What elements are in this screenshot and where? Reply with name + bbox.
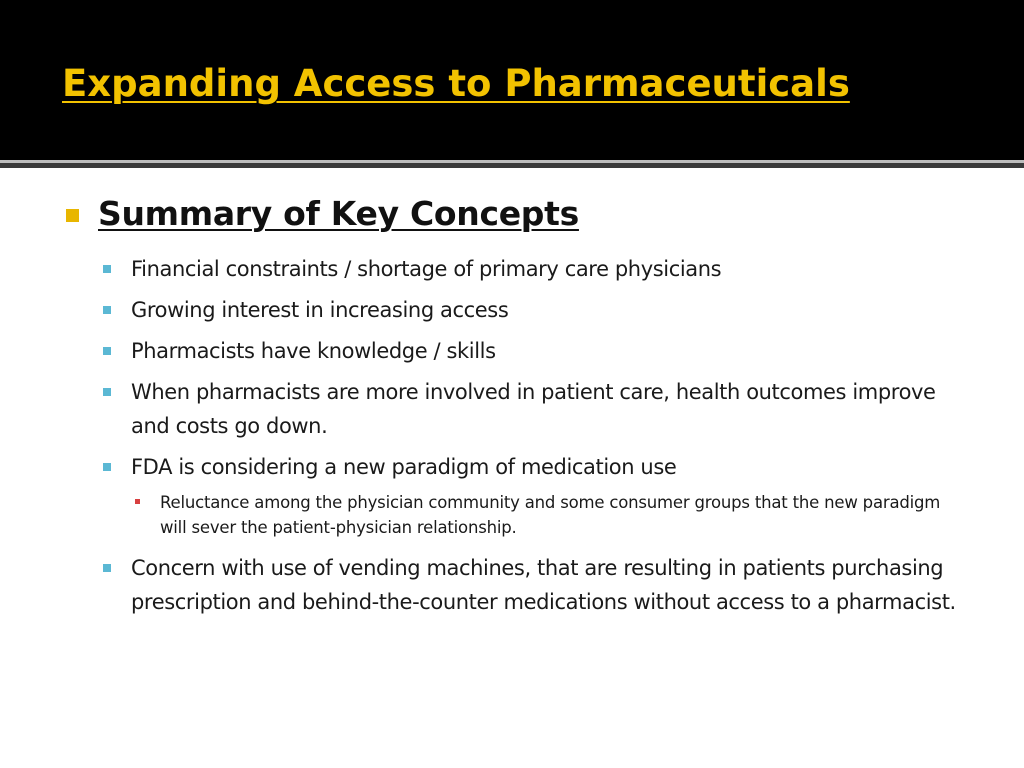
level3-bullet-icon	[135, 499, 140, 504]
level2-bullet-icon	[103, 388, 111, 396]
level2-bullet-icon	[103, 265, 111, 273]
bullet-point: Growing interest in increasing access	[131, 298, 509, 322]
bullet-point: Concern with use of vending machines, that are resulting in patients purchasing prescription and behind-the-counter medications without access to a pharmacist.	[131, 556, 956, 614]
level2-bullet-icon	[103, 463, 111, 471]
bullet-point: Pharmacists have knowledge / skills	[131, 339, 496, 363]
section-heading: Summary of Key Concepts	[98, 194, 579, 233]
sub-bullet-point: Reluctance among the physician community and some consumer groups that the new paradigm will sever the patient-physician relationship.	[160, 493, 941, 537]
level2-bullet-icon	[103, 564, 111, 572]
level2-bullet-icon	[103, 347, 111, 355]
slide-title: Expanding Access to Pharmaceuticals	[62, 62, 850, 105]
level1-bullet-icon	[66, 209, 79, 222]
bullet-point: When pharmacists are more involved in patient care, health outcomes improve and costs go down.	[131, 380, 936, 438]
level2-bullet-icon	[103, 306, 111, 314]
bullet-point: FDA is considering a new paradigm of medication use	[131, 455, 677, 479]
bullet-point: Financial constraints / shortage of primary care physicians	[131, 257, 722, 281]
